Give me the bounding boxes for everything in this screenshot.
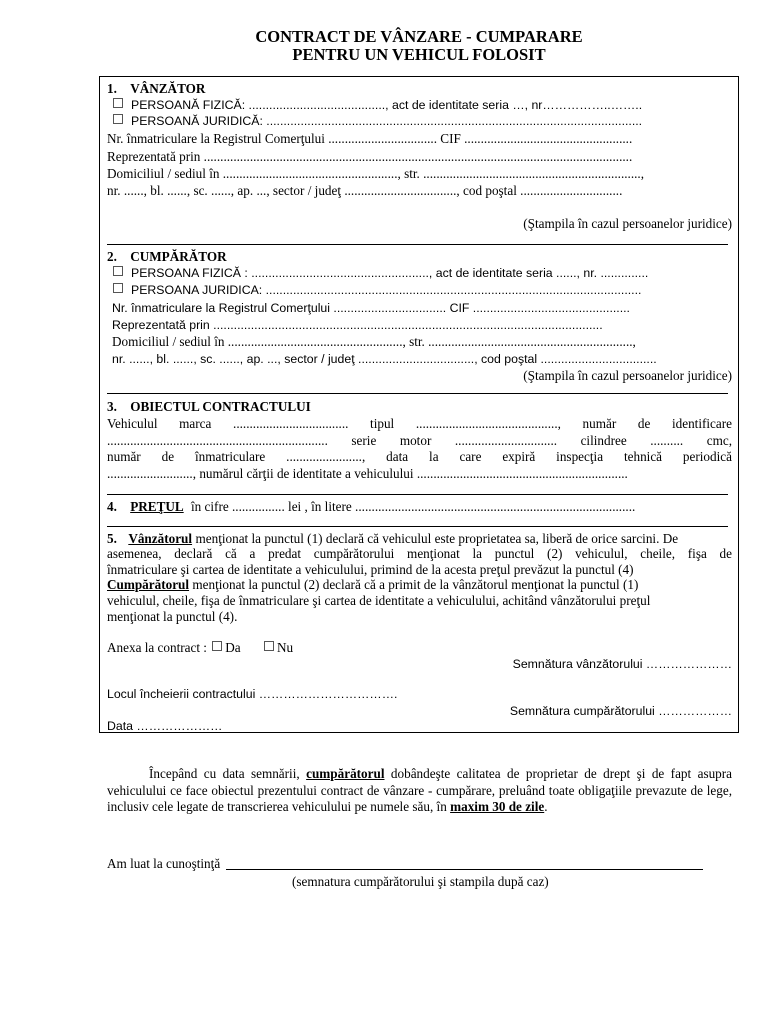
declaration-line-4 bbox=[107, 577, 732, 593]
buyer-company-row bbox=[107, 282, 732, 298]
paragraph-text: dobândeşte calitatea de proprietar de drept şi de fapt asupra vehiculului ce face obiectul prezentului contract de vânzare - cumpărare, preluând toate obligaţiile prevazute de lege, inclusiv cele legate de transcrierea vehiculului pe numele său, în bbox=[107, 766, 733, 815]
buyer-company-field[interactable]: PERSOANA JURIDICA: .............................................................................................................. bbox=[131, 283, 642, 297]
buyer-term: cumpărătorul bbox=[306, 766, 385, 781]
buyer-company-checkbox[interactable] bbox=[113, 283, 123, 293]
price-row bbox=[107, 499, 732, 515]
buyer-individual-checkbox[interactable] bbox=[113, 266, 123, 276]
paragraph-text: . bbox=[544, 799, 548, 815]
section-title: CUMPĂRĂTOR bbox=[130, 249, 227, 264]
seller-heading bbox=[107, 81, 732, 97]
section-number: 4. bbox=[107, 499, 117, 514]
seller-term: Vânzătorul bbox=[128, 531, 193, 546]
seller-representative-field[interactable]: Reprezentată prin .................................................................................................................................. bbox=[107, 149, 633, 164]
declaration-line-5: vehiculul, cheile, fişa de înmatriculare şi cartea de identitate a vehiculului, achitând vânzătorului preţul bbox=[107, 593, 651, 608]
declaration-text: menţionat la punctul (1) declară că vehiculul este proprietatea sa, liberă de orice sarcini. De bbox=[195, 531, 679, 546]
annex-yes-checkbox[interactable] bbox=[212, 641, 222, 651]
seller-registry-field[interactable]: Nr. înmatriculare la Registrul Comerţului ................................. CIF ................................................... bbox=[107, 131, 633, 146]
buyer-heading bbox=[107, 249, 732, 265]
buyer-individual-field[interactable]: PERSOANA FIZICĂ : ...................................................., act de identitate seria ......, nr. .............. bbox=[131, 266, 649, 280]
contract-place-field[interactable]: Locul încheierii contractului ……………………………. bbox=[107, 687, 398, 701]
section-number: 5. bbox=[107, 531, 117, 546]
buyer-registry-field[interactable]: Nr. înmatriculare la Registrul Comerţului ................................. CIF .............................................. bbox=[112, 301, 630, 315]
declaration-line-3: înmatriculare şi cartea de identitate a vehiculului, primind de la acesta preţul prevăzut la punctul (4) bbox=[107, 562, 634, 577]
acknowledgement-label: Am luat la cunoştinţă bbox=[107, 856, 221, 871]
buyer-address-field[interactable]: Domiciliul / sediul în ....................................................., str. .............................................................., bbox=[112, 334, 636, 349]
seller-company-field[interactable]: PERSOANĂ JURIDICĂ: .............................................................................................................. bbox=[131, 114, 643, 128]
seller-address-field[interactable]: Domiciliul / sediul în ....................................................., str. .................................................................., bbox=[107, 166, 645, 181]
contract-subtitle: PENTRU UN VEHICUL FOLOSIT bbox=[292, 45, 546, 64]
vehicle-brand-field[interactable]: Vehiculul marca ................................... tipul ..........................................., număr de identificare bbox=[107, 416, 732, 431]
annex-no-label: Nu bbox=[276, 640, 294, 655]
vehicle-engine-field[interactable]: ................................................................... serie motor ............................... cilindree .......... cmc, bbox=[107, 433, 732, 448]
buyer-term: Cumpărătorul bbox=[107, 577, 190, 592]
buyer-stamp-note: (Ştampila în cazul persoanelor juridice) bbox=[523, 368, 732, 383]
price-field[interactable]: în cifre ................ lei , în litere ..................................................................................... bbox=[190, 499, 636, 514]
annex-no-checkbox[interactable] bbox=[264, 641, 274, 651]
section-divider bbox=[107, 526, 728, 527]
seller-signature-field[interactable]: Semnătura vânzătorului ………………… bbox=[512, 657, 732, 671]
contract-date-field[interactable]: Data ………………… bbox=[107, 719, 223, 733]
section-divider bbox=[107, 393, 728, 394]
section-divider bbox=[107, 494, 728, 495]
section-number: 1. bbox=[107, 81, 117, 96]
seller-individual-field[interactable]: PERSOANĂ FIZICĂ: ........................................, act de identitate seria …, nr……………..…….. bbox=[131, 98, 643, 112]
vehicle-registration-field[interactable]: număr de înmatriculare ......................., data la care expiră inspecţia tehnică periodică bbox=[107, 449, 732, 464]
annex-row bbox=[107, 640, 732, 656]
buyer-individual-row bbox=[107, 265, 732, 281]
section-number: 2. bbox=[107, 249, 117, 264]
section-title: VÂNZĂTOR bbox=[130, 81, 206, 96]
section-divider bbox=[107, 244, 728, 245]
section-title: PREŢUL bbox=[130, 499, 184, 514]
acknowledgement-signature-line[interactable] bbox=[226, 869, 703, 870]
declaration-text: menţionat la punctul (2) declară că a primit de la vânzătorul menţionat la punctul (1) bbox=[192, 577, 639, 592]
paragraph-text: Începând cu data semnării, bbox=[149, 766, 300, 781]
seller-individual-row bbox=[107, 97, 732, 113]
contract-title: CONTRACT DE VÂNZARE - CUMPARARE bbox=[255, 27, 583, 46]
seller-address-details-field[interactable]: nr. ......, bl. ......, sc. ......, ap. ..., sector / judeţ .................................., cod poştal ............................... bbox=[107, 183, 623, 198]
vehicle-id-card-field[interactable]: .........................., numărul cărţii de identitate a vehiculului ................................................................ bbox=[107, 466, 628, 481]
seller-stamp-note: (Ştampila în cazul persoanelor juridice) bbox=[523, 216, 732, 231]
ownership-paragraph bbox=[107, 766, 732, 816]
buyer-representative-field[interactable]: Reprezentată prin .................................................................................................................. bbox=[112, 318, 603, 332]
annex-label: Anexa la contract : bbox=[107, 640, 207, 655]
deadline-term: maxim 30 de zile bbox=[450, 799, 545, 815]
declaration-line-2: asemenea, declară că a predat cumpărătorului menţionat la punctul (2) vehiculul, cheile, fişa de bbox=[107, 546, 732, 561]
declaration-line-1 bbox=[107, 531, 732, 547]
acknowledgement-caption: (semnatura cumpărătorului şi stampila după caz) bbox=[292, 874, 549, 889]
seller-company-row bbox=[107, 113, 732, 129]
section-number: 3. bbox=[107, 399, 117, 414]
seller-company-checkbox[interactable] bbox=[113, 114, 123, 124]
section-title: OBIECTUL CONTRACTULUI bbox=[130, 399, 311, 414]
seller-individual-checkbox[interactable] bbox=[113, 98, 123, 108]
buyer-signature-field[interactable]: Semnătura cumpărătorului ……………… bbox=[509, 704, 732, 718]
buyer-address-details-field[interactable]: nr. ......, bl. ......, sc. ......, ap. ..., sector / judeţ .................................., cod poştal .................................. bbox=[112, 352, 657, 366]
object-heading bbox=[107, 399, 732, 415]
annex-yes-label: Da bbox=[225, 640, 241, 655]
acknowledgement-row bbox=[107, 856, 732, 872]
declaration-line-6: menţionat la punctul (4). bbox=[107, 609, 238, 624]
